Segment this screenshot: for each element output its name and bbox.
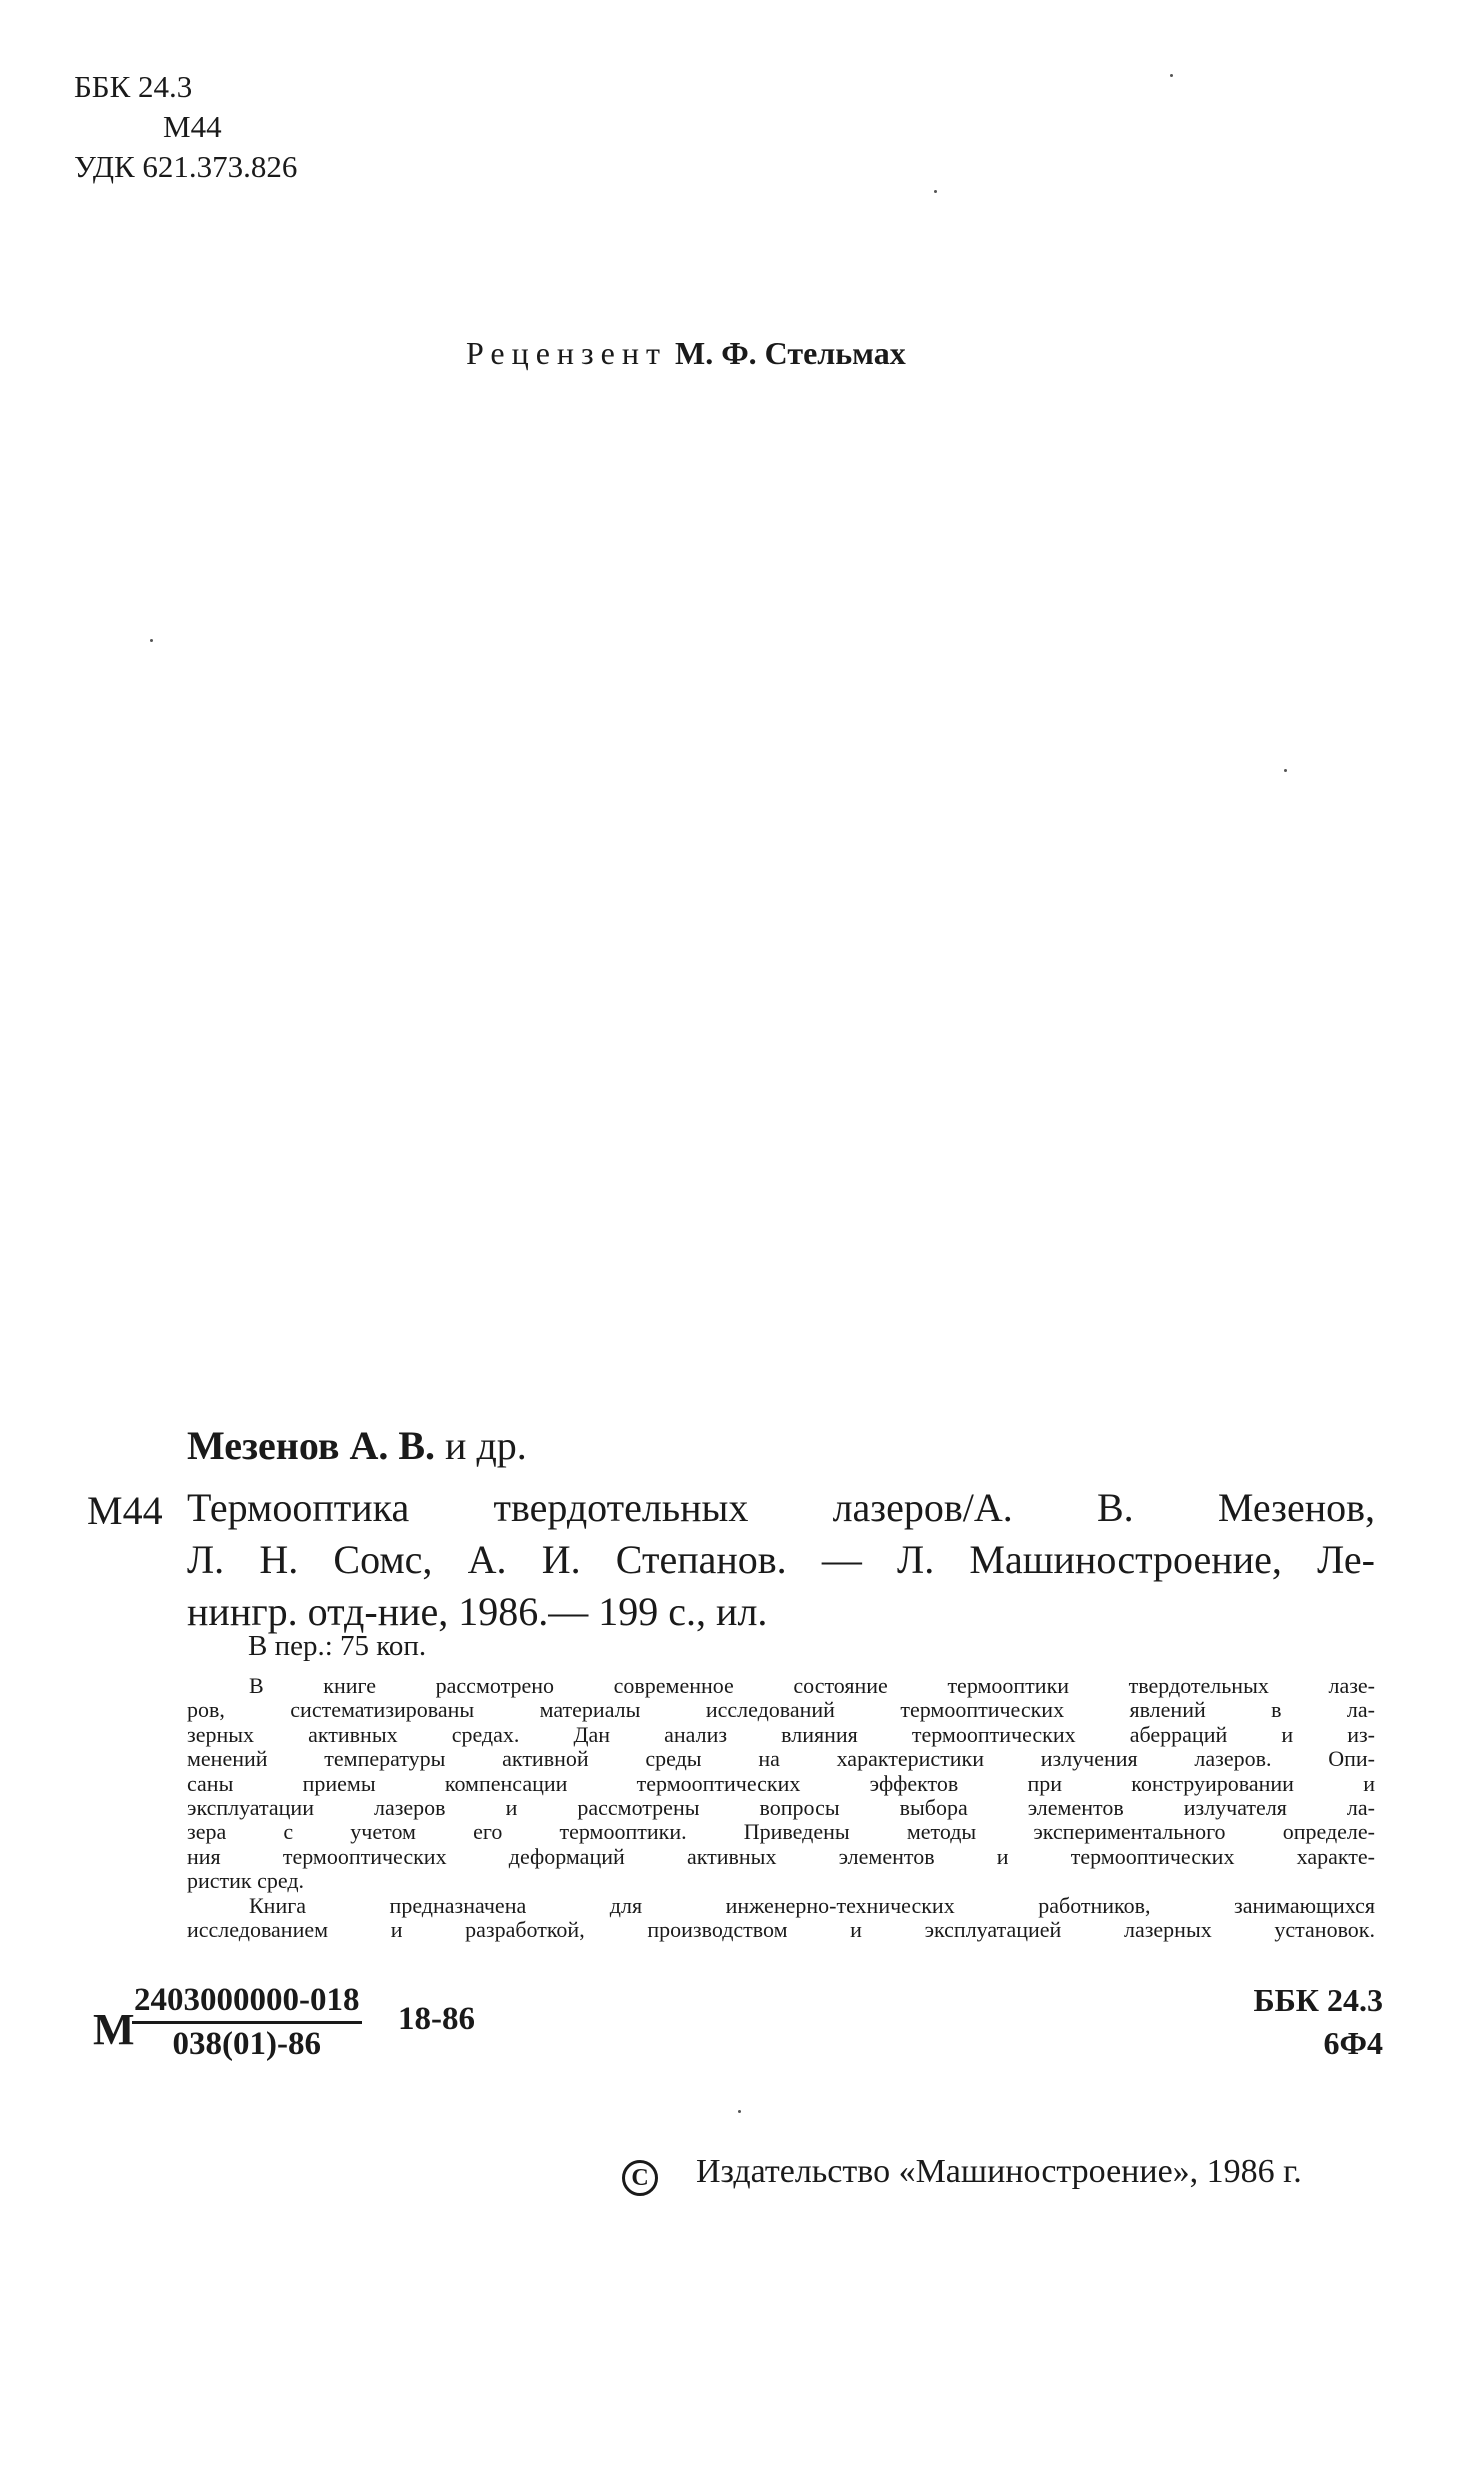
bbk-code: ББК 24.3 [74, 69, 193, 104]
annotation-line: саны приемы компенсации термооптических эффектов при конструировании и [187, 1770, 1375, 1796]
title-line: Термооптика твердотельных лазеров/А. В. Мезенов, [187, 1485, 1375, 1530]
annotation-line: ристик сред. [187, 1868, 305, 1894]
print-speck [738, 2110, 741, 2113]
annotation-line: эксплуатации лазеров и рассмотрены вопросы выбора элементов излучателя ла- [187, 1795, 1375, 1821]
reviewer-label: Рецензент [466, 335, 667, 371]
copyright-text: Издательство «Машиностроение», 1986 г. [696, 2153, 1302, 2190]
title-line: нингр. отд-ние, 1986.— 199 с., ил. [187, 1589, 768, 1634]
annotation-line: ния термооптических деформаций активных элементов и термооптических характе- [187, 1843, 1375, 1869]
print-speck [934, 190, 937, 193]
annotation-line: зера с учетом его термооптики. Приведены методы экспериментального определе- [187, 1819, 1375, 1845]
print-speck [150, 639, 153, 642]
price-line: В пер.: 75 коп. [248, 1630, 427, 1662]
author-cipher: М44 [163, 109, 222, 144]
print-speck [1170, 74, 1173, 77]
entry-cipher: М44 [87, 1488, 163, 1533]
print-speck [1284, 769, 1287, 772]
copyright-line [622, 2153, 1302, 2196]
annotation-line: Книга предназначена для инженерно-технических работников, занимающихся [249, 1892, 1375, 1918]
annotation-line: исследованием и разработкой, производством и эксплуатацией лазерных установок. [187, 1917, 1375, 1943]
title-line: Л. Н. Сомс, А. И. Степанов. — Л. Машиностроение, Ле- [187, 1537, 1375, 1582]
catalog-fraction [132, 1982, 362, 2063]
udk-code: УДК 621.373.826 [74, 149, 298, 184]
annotation-line: В книге рассмотрено современное состояние термооптики твердотельных лазе- [249, 1673, 1375, 1698]
title-block [187, 1482, 1375, 1638]
author-suffix: и др. [435, 1423, 527, 1468]
reviewer-name: М. Ф. Стельмах [674, 335, 906, 371]
annotation-line: менений температуры активной среды на характеристики излучения лазеров. Опи- [187, 1746, 1375, 1772]
bbk-bottom-code: ББК 24.3 [1253, 1982, 1383, 2018]
author-name: Мезенов А. В. [187, 1423, 436, 1468]
copyright-icon: C [622, 2160, 658, 2196]
bbk-bottom-index: 6Ф4 [1323, 2025, 1383, 2061]
annotation-line: ров, систематизированы материалы исследований термооптических явлений в ла- [187, 1697, 1375, 1723]
catalog-denominator: 038(01)-86 [172, 2026, 321, 2062]
annotation [187, 1674, 1375, 1942]
catalog-numerator: 2403000000-018 [132, 1982, 362, 2024]
catalog-suffix: 18-86 [398, 2001, 475, 2037]
reviewer-line [466, 335, 906, 372]
catalog-letter: М [93, 2005, 135, 2054]
annotation-line: зерных активных средах. Дан анализ влияния термооптических аберраций и из- [187, 1721, 1375, 1747]
author-heading [187, 1422, 527, 1469]
